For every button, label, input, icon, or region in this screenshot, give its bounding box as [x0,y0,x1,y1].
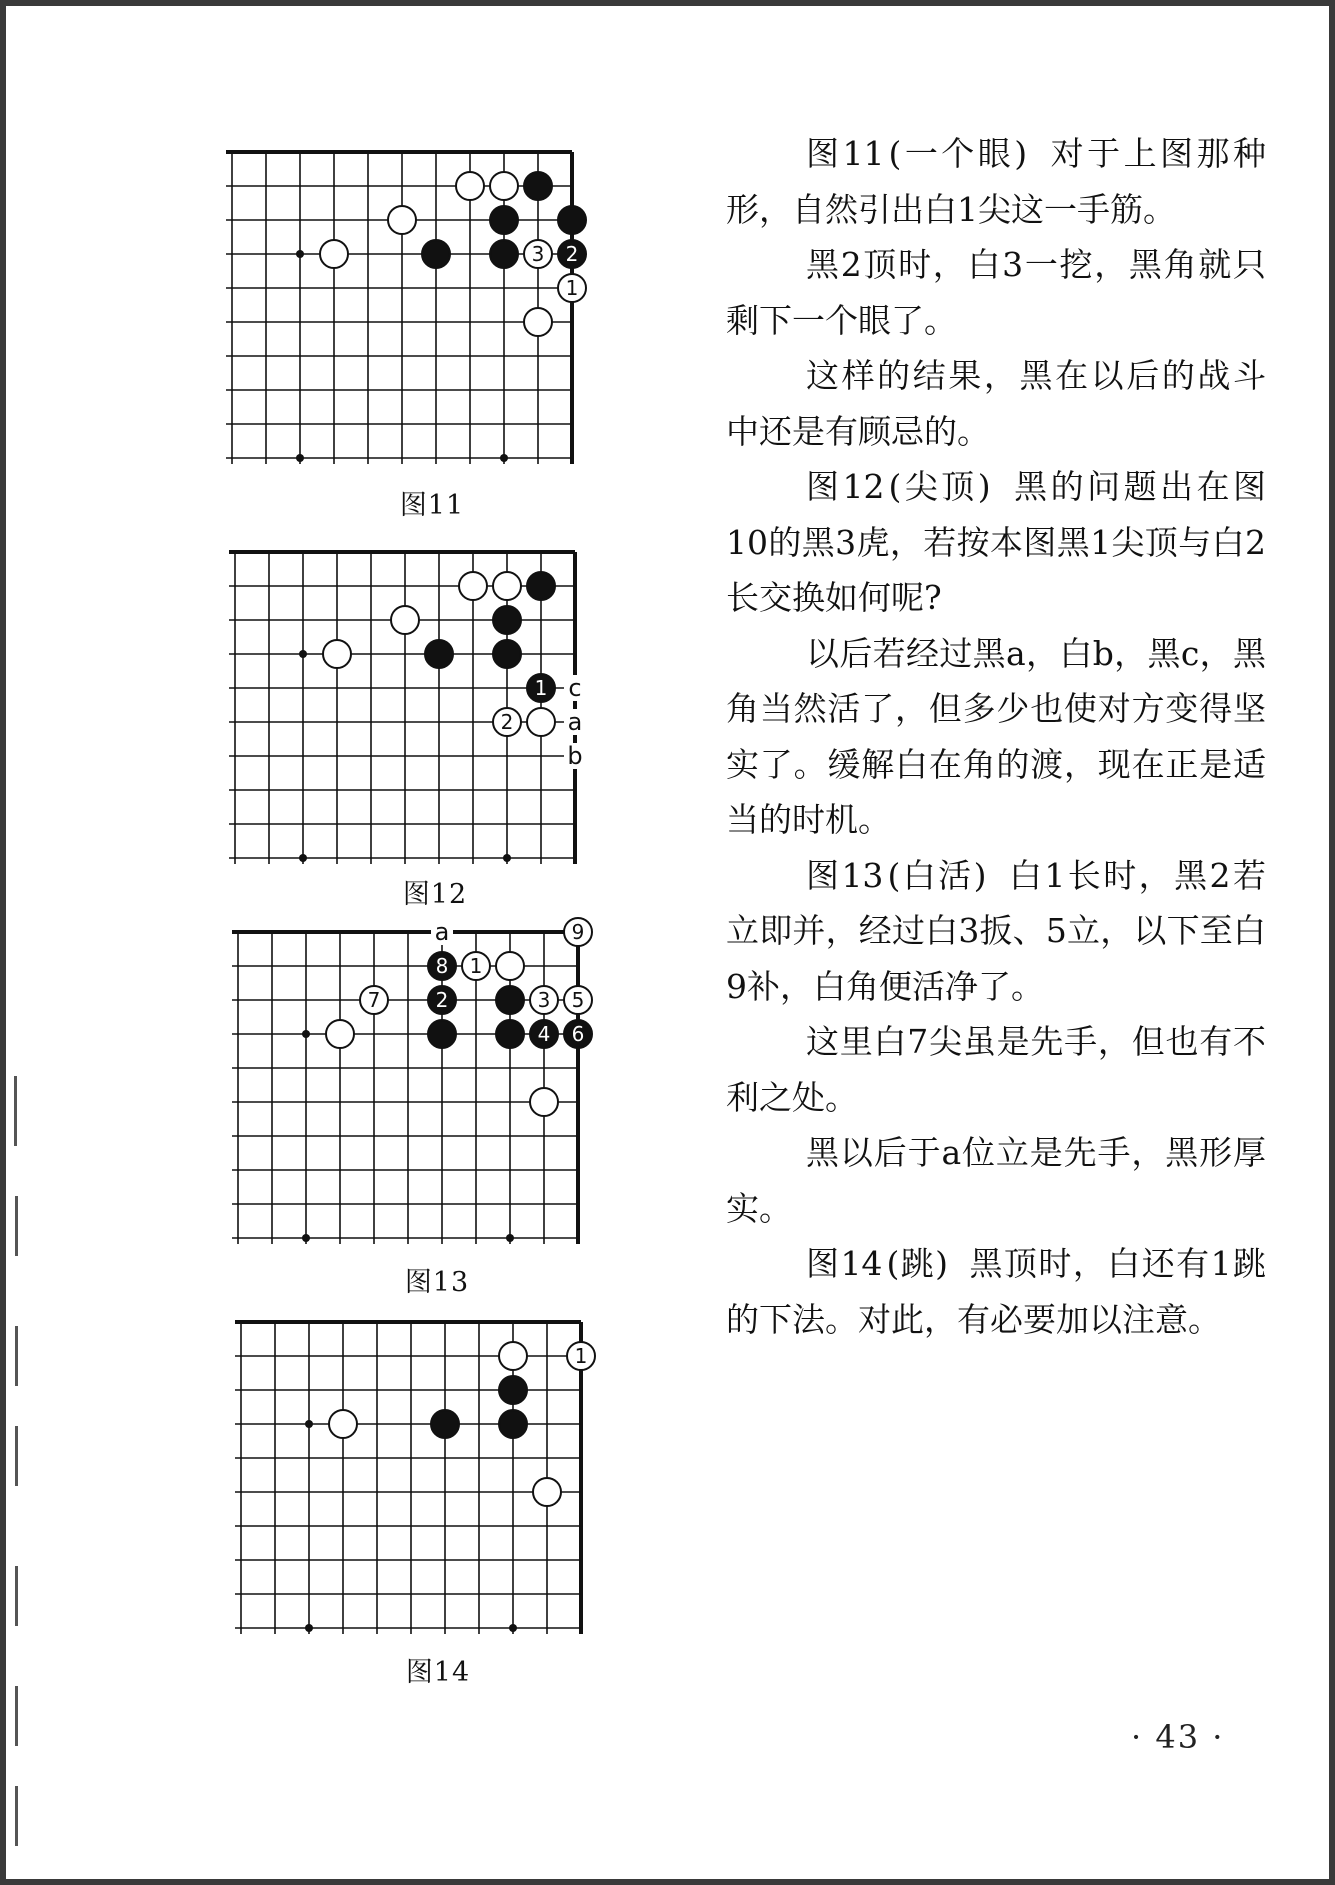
figure-13-body: 白1长时，黑2若立即并，经过白3扳、5立，以下至白9补，白角便活净了。 [726,855,1266,1006]
figure-12-subtitle: (尖顶) [888,467,991,506]
white-stone [527,708,555,736]
stone-number: 1 [534,676,548,700]
stone-number: 4 [537,1022,551,1046]
stone-number: 3 [531,242,545,266]
point-letter-c: c [568,674,582,702]
white-stone [360,986,388,1014]
stone-number: 5 [571,988,585,1012]
white-stone [326,1020,354,1048]
star-point [305,1420,313,1428]
stone-number: 8 [435,954,449,978]
go-diagram-11 [226,146,626,476]
white-stone [499,1342,527,1370]
white-stone [564,986,592,1014]
white-stone [391,606,419,634]
black-stone [496,1020,524,1048]
star-point [506,1234,514,1242]
black-stone [493,640,521,668]
paragraph-8: 黑以后于a位立是先手，黑形厚实。 [726,1133,1266,1228]
star-point [299,854,307,862]
star-point [296,250,304,258]
black-stone [493,606,521,634]
white-stone [530,1088,558,1116]
figure-14-body: 黑顶时，白还有1跳的下法。对此，有必要加以注意。 [726,1244,1266,1339]
paragraph-2: 黑2顶时，白3一挖，黑角就只剩下一个眼了。 [726,245,1266,340]
white-stone [530,986,558,1014]
black-stone [499,1376,527,1404]
stone-number: 7 [367,988,381,1012]
star-point [302,1030,310,1038]
figure-11-body: 对于上图那种形，自然引出白1尖这一手筋。 [726,134,1267,229]
figure-11-subtitle: (一个眼) [888,134,1028,173]
white-stone [558,274,586,302]
figure-12-body: 黑的问题出在图10的黑3虎，若按本图黑1尖顶与白2长交换如何呢? [726,467,1266,617]
black-stone [496,986,524,1014]
commentary-text [726,126,1266,1347]
figure-13-subtitle: (白活) [887,855,987,895]
figure-11-title: 图11 [806,134,885,173]
stone-number: 1 [565,276,579,300]
white-stone [493,708,521,736]
stone-number: 3 [537,988,551,1012]
black-stone [527,572,555,600]
scan-mark [14,1076,17,1146]
stone-number: 9 [571,920,585,944]
stone-number: 2 [565,242,579,266]
white-stone [493,572,521,600]
paragraph-figure-11 [726,126,1266,237]
black-stone [499,1410,527,1438]
white-stone [320,240,348,268]
star-point [299,650,307,658]
black-stone [524,172,552,200]
black-stone [428,986,456,1014]
stone-number: 6 [571,1022,585,1046]
white-stone [567,1342,595,1370]
white-stone [524,308,552,336]
white-stone [459,572,487,600]
caption-figure-14: 图14 [405,1657,471,1688]
white-stone [496,952,524,980]
paragraph-figure-12 [726,459,1266,626]
scan-mark [15,1326,18,1386]
paragraph-5: 以后若经过黑a，白b，黑c，黑角当然活了，但多少也使对方变得坚实了。缓解白在角的渡，现在正是适当的时机。 [726,633,1266,839]
white-stone [456,172,484,200]
scan-mark [15,1426,18,1486]
stone-number: 1 [574,1344,588,1368]
stone-number: 2 [500,710,514,734]
star-point [305,1624,313,1632]
point-letter-a: a [434,918,450,946]
caption-figure-11: 图11 [399,490,465,521]
star-point [509,1624,517,1632]
paragraph-3: 这样的结果，黑在以后的战斗中还是有顾忌的。 [726,356,1266,451]
go-diagram-14 [235,1316,635,1646]
star-point [296,454,304,462]
figure-14-subtitle: (跳) [886,1244,949,1283]
black-stone [425,640,453,668]
figure-12-title: 图12 [806,467,885,506]
paragraph-figure-13 [726,848,1266,1015]
black-stone [490,240,518,268]
black-stone [527,674,555,702]
caption-figure-12: 图12 [402,879,468,910]
stone-number: 2 [435,988,449,1012]
black-stone [428,952,456,980]
scan-mark [15,1566,18,1626]
point-letter-a: a [567,708,583,736]
stone-number: 1 [469,954,483,978]
star-point [500,454,508,462]
go-diagram-12 [229,546,629,866]
black-stone [431,1410,459,1438]
go-diagram-13 [232,918,632,1256]
black-stone [530,1020,558,1048]
star-point [302,1234,310,1242]
caption-figure-13: 图13 [404,1267,470,1298]
scan-mark [15,1686,18,1746]
point-letter-b: b [567,742,583,770]
paragraph-figure-14 [726,1236,1266,1347]
black-stone [422,240,450,268]
page-number: · 43 · [1131,1718,1225,1756]
scan-mark [15,1196,18,1256]
paragraph-7: 这里白7尖虽是先手，但也有不利之处。 [726,1022,1266,1117]
white-stone [462,952,490,980]
white-stone [533,1478,561,1506]
star-point [503,854,511,862]
figure-14-title: 图14 [806,1244,883,1283]
white-stone [524,240,552,268]
white-stone [490,172,518,200]
white-stone [564,918,592,946]
scan-mark [15,1786,18,1846]
white-stone [323,640,351,668]
black-stone [490,206,518,234]
figure-13-title: 图13 [806,855,884,895]
black-stone [564,1020,592,1048]
white-stone [388,206,416,234]
black-stone [558,240,586,268]
white-stone [329,1410,357,1438]
black-stone [558,206,586,234]
black-stone [428,1020,456,1048]
